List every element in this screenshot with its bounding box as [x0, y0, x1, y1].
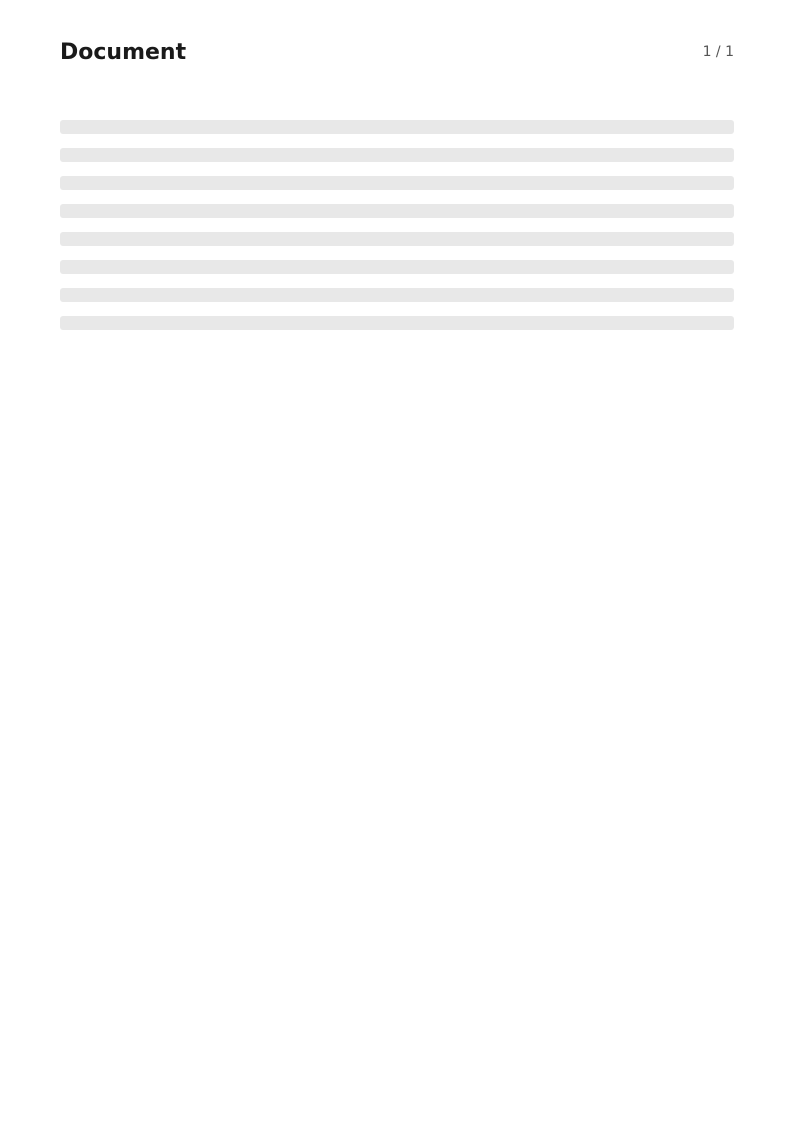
placeholder-line: [60, 260, 734, 274]
placeholder-line: [60, 204, 734, 218]
placeholder-line: [60, 120, 734, 134]
header-title: Document: [60, 40, 187, 65]
placeholder-line: [60, 232, 734, 246]
placeholder-line: [60, 288, 734, 302]
placeholder-line: [60, 148, 734, 162]
header-subtitle: 1 / 1: [702, 44, 734, 60]
placeholder-line: [60, 176, 734, 190]
placeholder-line: [60, 316, 734, 330]
